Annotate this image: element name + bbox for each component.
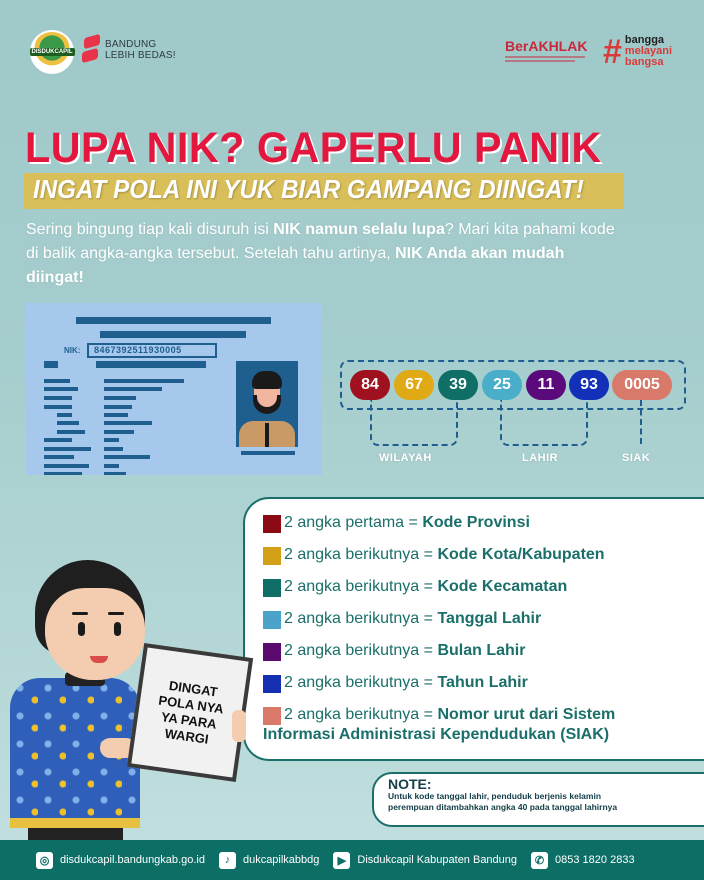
nik-value: 8467392511930005 [87, 343, 217, 358]
nik-segment-tanggal: 25 [482, 370, 522, 400]
bangga-line-3: bangsa [624, 56, 664, 68]
hashtag-icon: # [603, 32, 622, 71]
globe-icon: ◎ [36, 852, 53, 869]
nik-segment-bulan: 11 [526, 370, 566, 400]
sign-board-text: DINGAT POLA NYA YA PARA WARGI [157, 677, 225, 747]
intro-paragraph [26, 218, 626, 290]
bedas-mark-icon [82, 36, 100, 64]
intro-text-1: Sering bingung tiap kali disuruh isi [26, 221, 274, 238]
bangga-line-1: bangga [624, 34, 665, 46]
phone-icon: ✆ [531, 852, 548, 869]
swatch-provinsi [263, 515, 281, 533]
bangga-line-2: melayani [624, 45, 673, 57]
page-title: LUPA NIK? GAPERLU PANIK [25, 124, 602, 172]
group-label-wilayah: WILAYAH [379, 452, 432, 464]
siak-connector [640, 400, 642, 444]
bangga-melayani-bangsa-logo [603, 32, 673, 71]
legend-row-siak-cont: Informasi Administrasi Kependudukan (SIAK) [263, 726, 610, 743]
berakhlak-logo [505, 38, 587, 62]
bedas-line-1: BANDUNG [105, 39, 157, 50]
note-title: NOTE: [388, 776, 432, 792]
legend-card [243, 497, 704, 761]
mascot-character [10, 560, 240, 840]
tiktok-icon: ♪ [219, 852, 236, 869]
note-box [372, 772, 704, 827]
swatch-bulan [263, 643, 281, 661]
legend-row-bulan: 2 angka berikutnya = Bulan Lahir [263, 642, 525, 661]
id-card-illustration [26, 303, 322, 475]
legend-row-tahun: 2 angka berikutnya = Tahun Lahir [263, 674, 528, 693]
legend-row-provinsi: 2 angka pertama = Kode Provinsi [263, 514, 530, 533]
footer-contact-bar [0, 840, 704, 880]
nik-label: NIK: [64, 346, 81, 355]
card-line [100, 331, 246, 338]
swatch-kecamatan [263, 579, 281, 597]
nik-segment-tahun: 93 [569, 370, 609, 400]
swatch-tanggal [263, 611, 281, 629]
intro-bold-2: NIK Anda akan mudah diingat! [26, 245, 565, 286]
disdukcapil-logo-text: DISDUKCAPIL [31, 49, 73, 55]
bedas-line-2: LEBIH BEDAS! [105, 50, 176, 61]
swatch-tahun [263, 675, 281, 693]
legend-row-siak: 2 angka berikutnya = Nomor urut dari Sistem [263, 706, 615, 725]
group-label-lahir: LAHIR [522, 452, 559, 464]
card-line [76, 317, 271, 324]
footer-tiktok[interactable]: ♪ dukcapilkabbdg [219, 852, 319, 869]
swatch-siak [263, 707, 281, 725]
nik-segment-provinsi: 84 [350, 370, 390, 400]
swatch-kota [263, 547, 281, 565]
legend-row-tanggal: 2 angka berikutnya = Tanggal Lahir [263, 610, 541, 629]
footer-phone[interactable]: ✆ 0853 1820 2833 [531, 852, 635, 869]
card-line [96, 361, 206, 368]
card-line [44, 361, 58, 368]
note-line-2: perempuan ditambahkan angka 40 pada tanggal lahirnya [388, 802, 618, 812]
nik-segment-siak: 0005 [612, 370, 672, 400]
footer-youtube[interactable]: ▶ Disdukcapil Kabupaten Bandung [333, 852, 517, 869]
lahir-bracket [500, 400, 588, 446]
group-label-siak: SIAK [622, 452, 651, 464]
id-photo-avatar [236, 361, 298, 447]
page-subtitle: INGAT POLA INI YUK BIAR GAMPANG DIINGAT! [33, 174, 584, 204]
bandung-bedas-logo [82, 36, 176, 64]
nik-segment-kota: 67 [394, 370, 434, 400]
nik-segment-kecamatan: 39 [438, 370, 478, 400]
footer-website[interactable]: ◎ disdukcapil.bandungkab.go.id [36, 852, 205, 869]
note-line-1: Untuk kode tanggal lahir, penduduk berjenis kelamin [388, 791, 602, 801]
intro-text-2: ? Mari kita pahami kode di balik angka-angka tersebut. Setelah tahu artinya, [26, 221, 615, 262]
legend-row-kecamatan: 2 angka berikutnya = Kode Kecamatan [263, 578, 567, 597]
intro-bold-1: NIK namun selalu lupa [273, 221, 445, 238]
berakhlak-title: BerAKHLAK [505, 38, 588, 54]
disdukcapil-logo [30, 30, 74, 74]
berakhlak-subtitle-lines [505, 56, 587, 62]
youtube-play-icon: ▶ [333, 852, 350, 869]
character-face [45, 588, 145, 680]
wilayah-bracket [370, 400, 458, 446]
legend-row-kota: 2 angka berikutnya = Kode Kota/Kabupaten [263, 546, 605, 565]
